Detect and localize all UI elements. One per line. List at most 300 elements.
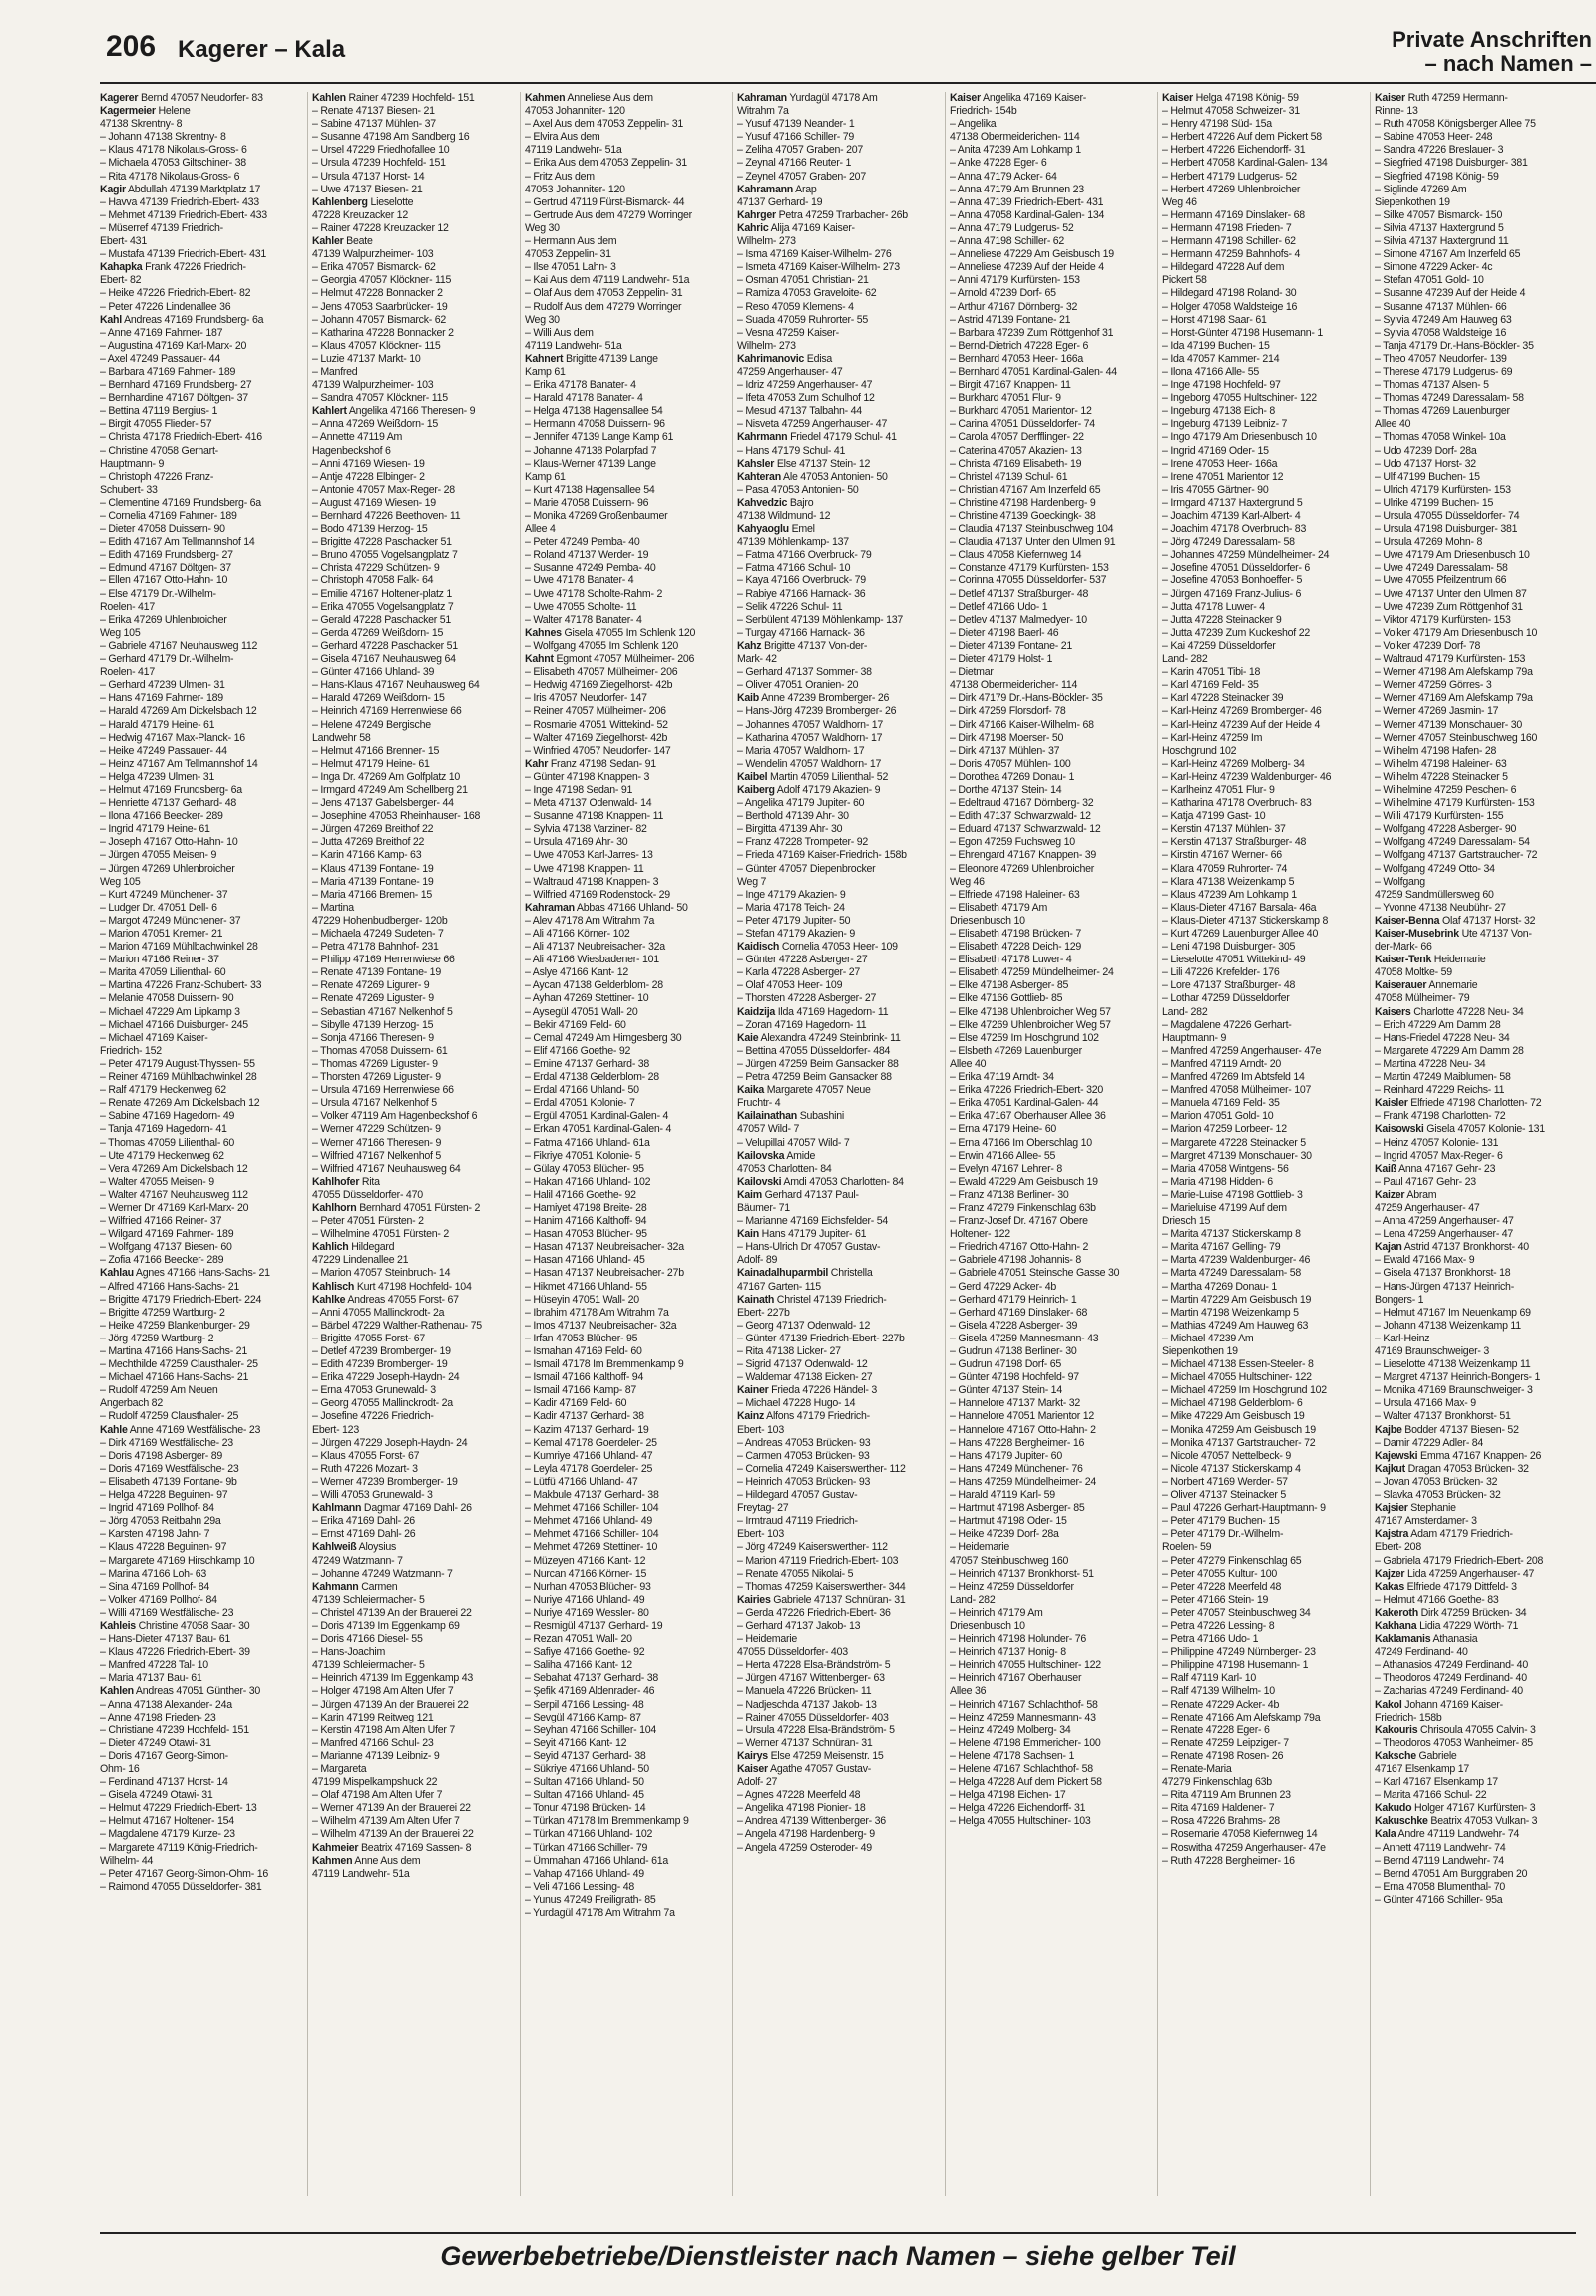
directory-entry: – Nuriye 47166 Uhland- 49 bbox=[525, 1593, 645, 1606]
directory-entry: 47058 Mülheimer- 79 bbox=[1375, 992, 1470, 1005]
directory-entry: – Hasan 47137 Neubreisacher- 32a bbox=[525, 1241, 684, 1254]
surname: Kagermeier bbox=[100, 105, 156, 118]
directory-entry: – Bruno 47055 Vogelsangplatz 7 bbox=[312, 549, 458, 562]
directory-entry: Kagir Abdullah 47139 Marktplatz 17 bbox=[100, 183, 261, 195]
directory-entry: Kahleis Christine 47058 Saar- 30 bbox=[100, 1619, 250, 1632]
directory-entry: – Selik 47226 Schul- 11 bbox=[737, 600, 843, 613]
directory-entry: Kahlert Angelika 47166 Theresen- 9 bbox=[312, 405, 476, 418]
directory-entry: – Brigitte 47259 Wartburg- 2 bbox=[100, 1306, 225, 1319]
surname: Kajewski bbox=[1375, 1449, 1418, 1462]
directory-entry: – Erika 47269 Uhlenbroicher bbox=[100, 613, 227, 626]
directory-entry: – Zacharias 47249 Ferdinand- 40 bbox=[1375, 1685, 1523, 1698]
directory-entry: – Frank 47198 Charlotten- 72 bbox=[1375, 1110, 1506, 1123]
directory-entry: – Anne 47169 Fahrner- 187 bbox=[100, 326, 223, 339]
directory-entry: – Franz 47138 Berliner- 30 bbox=[950, 1188, 1069, 1201]
directory-entry: – Heinrich 47137 Honig- 8 bbox=[950, 1646, 1066, 1659]
directory-entry: – Thomas 47058 Duissern- 61 bbox=[312, 1044, 448, 1057]
directory-entry: – Doris 47166 Diesel- 55 bbox=[312, 1633, 423, 1646]
directory-entry: – Uwe 47137 Unter den Ulmen 87 bbox=[1375, 587, 1527, 600]
directory-entry: – Manfred bbox=[312, 365, 358, 378]
directory-entry: 47249 Watzmann- 7 bbox=[312, 1554, 403, 1567]
directory-entry: – Harald 47178 Banater- 4 bbox=[525, 392, 643, 405]
directory-entry: Kahmen Anneliese Aus dem bbox=[525, 92, 653, 104]
directory-entry: – Erna 47166 Im Oberschlag 10 bbox=[950, 1136, 1092, 1149]
directory-entry: – Uwe 47198 Knappen- 11 bbox=[525, 862, 644, 875]
directory-entry: – Sebahat 47137 Gerhard- 38 bbox=[525, 1672, 659, 1685]
page-number: 206 bbox=[106, 30, 157, 63]
directory-entry: – Franz 47228 Trompeter- 92 bbox=[737, 836, 869, 849]
directory-entry: – Frieda 47169 Kaiser-Friedrich- 158b bbox=[737, 849, 907, 862]
directory-entry: – Renate 47228 Eger- 6 bbox=[1162, 1723, 1270, 1736]
directory-entry: – Ehrengard 47167 Knappen- 39 bbox=[950, 849, 1097, 862]
directory-entry: – Klara 47138 Weizenkamp 5 bbox=[1162, 875, 1295, 888]
directory-entry: – Ismail 47178 Im Bremmenkamp 9 bbox=[525, 1358, 684, 1371]
directory-entry: – Wilhelm 47139 An der Brauerei 22 bbox=[312, 1828, 474, 1841]
directory-entry: Friedrich- 158b bbox=[1375, 1711, 1442, 1723]
directory-entry: – Karlheinz 47051 Flur- 9 bbox=[1162, 783, 1275, 796]
directory-entry: 47053 Johanniter- 120 bbox=[525, 105, 625, 118]
directory-entry: – Heinrich 47179 Am bbox=[950, 1606, 1043, 1619]
directory-entry: – Josefine 47053 Bonhoeffer- 5 bbox=[1162, 574, 1303, 587]
directory-entry: – Theodoros 47249 Ferdinand- 40 bbox=[1375, 1672, 1527, 1685]
directory-entry: – Elisabeth 47259 Mündelheimer- 24 bbox=[950, 966, 1114, 979]
directory-entry: – Else 47179 Dr.-Wilhelm- bbox=[100, 587, 216, 600]
directory-entry: – Ursula 47169 Ahr- 30 bbox=[525, 836, 628, 849]
directory-entry: – Angela 47259 Osteroder- 49 bbox=[737, 1841, 872, 1854]
surname: Kahrger bbox=[737, 208, 776, 221]
directory-entry: – Rudolf Aus dem 47279 Worringer bbox=[525, 300, 682, 313]
directory-entry: – Wolfgang 47249 Otto- 34 bbox=[1375, 862, 1495, 875]
directory-entry: Kainath Christel 47139 Friedrich- bbox=[737, 1293, 887, 1306]
directory-entry: 47199 Mispelkampshuck 22 bbox=[312, 1776, 438, 1789]
directory-entry: Wilhelm- 44 bbox=[100, 1854, 154, 1867]
directory-entry: – Elke 47198 Uhlenbroicher Weg 57 bbox=[950, 1005, 1111, 1018]
directory-entry: – Yvonne 47138 Neubühr- 27 bbox=[1375, 901, 1506, 914]
surname: Kainer bbox=[737, 1384, 769, 1397]
directory-entry: Kailainathan Subashini bbox=[737, 1110, 844, 1123]
directory-entry: – Yusuf 47166 Schiller- 79 bbox=[737, 131, 854, 144]
directory-entry: – Ayhan 47269 Stettiner- 10 bbox=[525, 992, 649, 1005]
directory-entry: – Hasan 47166 Uhland- 45 bbox=[525, 1254, 645, 1267]
directory-entry: – Nurhan 47053 Blücher- 93 bbox=[525, 1580, 651, 1593]
directory-entry: – Luzie 47137 Markt- 10 bbox=[312, 352, 421, 365]
directory-entry: – Angelika bbox=[950, 118, 997, 131]
directory-entry: – Rita 47178 Nikolaus-Gross- 6 bbox=[100, 170, 240, 183]
directory-entry: – Gerhard 47179 Heinrich- 1 bbox=[950, 1293, 1077, 1306]
directory-entry: – Volker 47239 Dorf- 78 bbox=[1375, 639, 1481, 652]
directory-entry: – Erdal 47166 Uhland- 50 bbox=[525, 1084, 639, 1097]
directory-entry: – Erika 47051 Kardinal-Galen- 44 bbox=[950, 1097, 1099, 1110]
directory-entry: – Walter 47137 Bronkhorst- 51 bbox=[1375, 1410, 1511, 1423]
directory-entry: – Reiner 47057 Mülheimer- 206 bbox=[525, 705, 666, 718]
directory-entry: Pickert 58 bbox=[1162, 274, 1207, 287]
directory-entry: – Mike 47229 Am Geisbusch 19 bbox=[1162, 1410, 1305, 1423]
surname: Kahlweiß bbox=[312, 1541, 357, 1554]
directory-entry: – Erika 47226 Friedrich-Ebert- 320 bbox=[950, 1084, 1104, 1097]
directory-entry: – Jürgen 47139 An der Brauerei 22 bbox=[312, 1698, 469, 1711]
surname: Kahraman bbox=[737, 92, 787, 104]
surname: Kainz bbox=[737, 1410, 765, 1423]
directory-entry: – Anni 47169 Wiesen- 19 bbox=[312, 457, 425, 470]
directory-entry: – Wolfgang 47137 Biesen- 60 bbox=[100, 1241, 232, 1254]
directory-entry: – Marie 47058 Duissern- 96 bbox=[525, 496, 649, 509]
directory-entry: – Hasan 47053 Blücher- 95 bbox=[525, 1228, 647, 1241]
directory-entry: Angerbach 82 bbox=[100, 1397, 163, 1410]
surname: Kahl bbox=[100, 313, 122, 326]
directory-entry: Kahlen Rainer 47239 Hochfeld- 151 bbox=[312, 92, 475, 104]
directory-entry: – Anna 47179 Am Brunnen 23 bbox=[950, 183, 1084, 195]
directory-entry: – Ernst 47169 Dahl- 26 bbox=[312, 1528, 416, 1541]
directory-entry: – Claudia 47137 Steinbuschweg 104 bbox=[950, 523, 1114, 536]
surname: Kahraman bbox=[525, 901, 575, 914]
directory-entry: – Alfred 47166 Hans-Sachs- 21 bbox=[100, 1280, 239, 1293]
directory-entry: – Edith 47137 Schwarzwald- 12 bbox=[950, 810, 1091, 823]
directory-entry: – Ifeta 47053 Zum Schulhof 12 bbox=[737, 392, 875, 405]
directory-entry: Kahteran Ale 47053 Antonien- 50 bbox=[737, 470, 888, 483]
surname: Kahrmann bbox=[737, 431, 788, 444]
surname: Kahramann bbox=[737, 183, 794, 195]
directory-entry: Kahlau Agnes 47166 Hans-Sachs- 21 bbox=[100, 1267, 270, 1280]
directory-entry: – Hermann 47198 Frieden- 7 bbox=[1162, 221, 1292, 234]
directory-entry: – Karl-Heinz bbox=[1375, 1332, 1430, 1344]
directory-entry: – Maria 47137 Bau- 61 bbox=[100, 1672, 202, 1685]
directory-entry: – Helga 47228 Beguinen- 97 bbox=[100, 1489, 228, 1502]
directory-entry: – Herta 47228 Elsa-Brändström- 5 bbox=[737, 1659, 891, 1672]
directory-entry: – Christiane 47239 Hochfeld- 151 bbox=[100, 1723, 249, 1736]
directory-entry: – Helga 47239 Ulmen- 31 bbox=[100, 770, 214, 783]
directory-entry: Kajzer Lida 47259 Angerhauser- 47 bbox=[1375, 1567, 1535, 1580]
directory-entry: Weg 30 bbox=[525, 313, 560, 326]
directory-entry: Kahlke Andreas 47055 Forst- 67 bbox=[312, 1293, 459, 1306]
directory-entry: – Wilhelmine 47051 Fürsten- 2 bbox=[312, 1228, 450, 1241]
directory-entry: – Thomas 47058 Winkel- 10a bbox=[1375, 431, 1506, 444]
directory-entry: – Turgay 47166 Harnack- 36 bbox=[737, 626, 865, 639]
directory-entry: – Rudolf 47259 Clausthaler- 25 bbox=[100, 1410, 239, 1423]
directory-entry: – Peter 47179 Buchen- 15 bbox=[1162, 1515, 1280, 1528]
directory-entry: – Rita 47169 Haldener- 7 bbox=[1162, 1802, 1275, 1815]
directory-entry: – Angela 47198 Hardenberg- 9 bbox=[737, 1828, 875, 1841]
directory-entry: 47119 Landwehr- 51a bbox=[312, 1867, 410, 1880]
directory-entry: – Willi 47053 Grunewald- 3 bbox=[312, 1489, 433, 1502]
directory-entry: Friedrich- 154b bbox=[950, 105, 1017, 118]
directory-entry: – Ismeta 47169 Kaiser-Wilhelm- 273 bbox=[737, 261, 900, 274]
directory-entry: – Helene 47178 Sachsen- 1 bbox=[950, 1749, 1075, 1762]
directory-entry: – Michael 47169 Kaiser- bbox=[100, 1031, 208, 1044]
surname: Kahmeier bbox=[312, 1841, 359, 1854]
directory-entry: – Klaus 47055 Forst- 67 bbox=[312, 1449, 420, 1462]
directory-entry: – Andreas 47053 Brücken- 93 bbox=[737, 1436, 871, 1449]
directory-entry: – Jörg 47249 Daressalam- 58 bbox=[1162, 536, 1295, 549]
directory-entry: – Philipp 47169 Herrenwiese 66 bbox=[312, 954, 455, 966]
directory-entry: – Ursula 47169 Herrenwiese 66 bbox=[312, 1084, 454, 1097]
directory-entry: – Klaus-Dieter 47137 Stickerskamp 8 bbox=[1162, 914, 1329, 927]
directory-entry: – Hildegard 47228 Auf dem bbox=[1162, 261, 1285, 274]
directory-entry: – Ursula 47269 Mohn- 8 bbox=[1375, 536, 1483, 549]
directory-entry: – Walter 47167 Neuhausweg 112 bbox=[100, 1188, 248, 1201]
directory-entry: – Gisela 47249 Otawi- 31 bbox=[100, 1789, 213, 1802]
directory-entry: Hauptmann- 9 bbox=[1162, 1031, 1227, 1044]
directory-entry: 47053 Zeppelin- 31 bbox=[525, 248, 611, 261]
directory-entry: – Helmut 47166 Goethe- 83 bbox=[1375, 1593, 1499, 1606]
directory-entry: – Ursula 47166 Max- 9 bbox=[1375, 1397, 1476, 1410]
directory-entry: – Emilie 47167 Holtener-platz 1 bbox=[312, 587, 453, 600]
directory-entry: – Axel 47249 Passauer- 44 bbox=[100, 352, 220, 365]
directory-entry: – Marianne 47139 Leibniz- 9 bbox=[312, 1749, 440, 1762]
directory-entry: – Gisela 47228 Asberger- 39 bbox=[950, 1319, 1078, 1332]
directory-entry: – Arnold 47239 Dorf- 65 bbox=[950, 287, 1056, 300]
directory-entry: – Katja 47199 Gast- 10 bbox=[1162, 810, 1266, 823]
surname: Kajstra bbox=[1375, 1528, 1409, 1541]
directory-entry: – Ingeburg 47138 Eich- 8 bbox=[1162, 405, 1275, 418]
directory-entry: 47169 Braunschweiger- 3 bbox=[1375, 1345, 1489, 1357]
directory-entry: – Michael 47166 Hans-Sachs- 21 bbox=[100, 1371, 249, 1384]
directory-entry: – Hans 47228 Bergheimer- 16 bbox=[950, 1436, 1085, 1449]
directory-entry: – Margret 47137 Heinrich-Bongers- 1 bbox=[1375, 1371, 1541, 1384]
directory-entry: Ebert- 123 bbox=[312, 1423, 359, 1436]
directory-entry: – Seyit 47166 Kant- 12 bbox=[525, 1736, 627, 1749]
directory-entry: – Slavka 47053 Brücken- 32 bbox=[1375, 1489, 1501, 1502]
directory-entry: – Anna 47198 Schiller- 62 bbox=[950, 235, 1065, 248]
directory-entry: – Magdalene 47226 Gerhart- bbox=[1162, 1018, 1292, 1031]
directory-entry: – Wilhelmine 47259 Peschen- 6 bbox=[1375, 783, 1517, 796]
directory-entry: – Bernd-Dietrich 47228 Eger- 6 bbox=[950, 339, 1089, 352]
directory-entry: – Leyla 47178 Goerdeler- 25 bbox=[525, 1462, 653, 1475]
directory-entry: – Ursula 47167 Nelkenhof 5 bbox=[312, 1097, 437, 1110]
directory-entry: – Simone 47229 Acker- 4c bbox=[1375, 261, 1493, 274]
directory-entry: – Jörg 47249 Kaiserswerther- 112 bbox=[737, 1541, 888, 1554]
directory-entry: – Elke 47166 Gottlieb- 85 bbox=[950, 992, 1063, 1005]
directory-entry: – Peter 47166 Stein- 19 bbox=[1162, 1593, 1269, 1606]
directory-entry: – Joachim 47139 Karl-Albert- 4 bbox=[1162, 510, 1301, 522]
directory-entry: – Eleonore 47269 Uhlenbroicher bbox=[950, 862, 1095, 875]
directory-entry: – Sevgül 47166 Kamp- 87 bbox=[525, 1711, 641, 1723]
directory-entry: Bongers- 1 bbox=[1375, 1293, 1424, 1306]
directory-entry: Kaisers Charlotte 47228 Neu- 34 bbox=[1375, 1005, 1524, 1018]
directory-entry: – Bärbel 47229 Walther-Rathenau- 75 bbox=[312, 1319, 482, 1332]
surname: Kahlau bbox=[100, 1267, 134, 1280]
directory-entry: Ebert- 82 bbox=[100, 274, 142, 287]
surname: Kagerer bbox=[100, 92, 139, 104]
directory-entry: – Suada 47059 Ruhrorter- 55 bbox=[737, 313, 869, 326]
surname: Kain bbox=[737, 1228, 759, 1241]
surname: Kahapka bbox=[100, 261, 143, 274]
directory-entry: – Margareta bbox=[312, 1763, 367, 1775]
directory-entry: Wilhelm- 273 bbox=[737, 235, 796, 248]
directory-entry: Kaiser Angelika 47169 Kaiser- bbox=[950, 92, 1087, 104]
directory-entry: – Ali 47137 Neubreisacher- 32a bbox=[525, 941, 665, 954]
directory-entry: – Werner Dr 47169 Karl-Marx- 20 bbox=[100, 1201, 249, 1214]
directory-entry: Driesch 15 bbox=[1162, 1215, 1211, 1228]
directory-entry: Kamp 61 bbox=[525, 365, 566, 378]
directory-entry: – Uwe 47179 Am Driesenbusch 10 bbox=[1375, 549, 1530, 562]
directory-entry: – Rainer 47228 Kreuzacker 12 bbox=[312, 221, 449, 234]
directory-entry: – Irene 47051 Marientor 12 bbox=[1162, 470, 1284, 483]
directory-entry: – Michaela 47249 Sudeten- 7 bbox=[312, 928, 444, 940]
surname: Kaiser-Benna bbox=[1375, 914, 1440, 927]
directory-entry: – Marie-Luise 47198 Gottlieb- 3 bbox=[1162, 1188, 1303, 1201]
directory-entry: – Renate 47269 Ligurer- 9 bbox=[312, 979, 430, 992]
directory-entry: – Elke 47269 Uhlenbroicher Weg 57 bbox=[950, 1018, 1111, 1031]
surname: Kaksche bbox=[1375, 1749, 1416, 1762]
directory-entry: – Rezan 47051 Wall- 20 bbox=[525, 1633, 632, 1646]
directory-entry: – Erika 47178 Banater- 4 bbox=[525, 379, 636, 392]
directory-entry: Kaksche Gabriele bbox=[1375, 1749, 1457, 1762]
directory-entry: Allee 4 bbox=[525, 523, 556, 536]
directory-entry: Siepenkothen 19 bbox=[1162, 1345, 1238, 1357]
directory-entry: Kaidzija Ilda 47169 Hagedorn- 11 bbox=[737, 1005, 889, 1018]
directory-entry: Roelen- 417 bbox=[100, 600, 155, 613]
directory-entry: Kaiser-Benna Olaf 47137 Horst- 32 bbox=[1375, 914, 1536, 927]
directory-entry: – Werner 47169 Am Alefskamp 79a bbox=[1375, 692, 1533, 705]
directory-entry: – Carmen 47053 Brücken- 93 bbox=[737, 1449, 870, 1462]
directory-entry: Ohm- 16 bbox=[100, 1763, 140, 1775]
directory-entry: – Eduard 47137 Schwarzwald- 12 bbox=[950, 823, 1101, 836]
directory-entry: – Heidemarie bbox=[737, 1633, 798, 1646]
directory-entry: – Hikmet 47166 Uhland- 55 bbox=[525, 1280, 647, 1293]
directory-entry: – Christian 47167 Am Inzerfeld 65 bbox=[950, 483, 1101, 496]
directory-entry: Ebert- 103 bbox=[737, 1528, 784, 1541]
directory-entry: – Heinrich 47053 Brücken- 93 bbox=[737, 1475, 871, 1488]
directory-entry: Kahraman Yurdagül 47178 Am bbox=[737, 92, 878, 104]
directory-column bbox=[945, 92, 1151, 2196]
directory-entry: – Michaela 47053 Giltschiner- 38 bbox=[100, 157, 246, 170]
surname: Kainadalhuparmbil bbox=[737, 1267, 829, 1280]
surname: Kahlmann bbox=[312, 1502, 362, 1515]
directory-entry: – Jürgen 47269 Uhlenbroicher bbox=[100, 862, 235, 875]
directory-entry: Kaiß Anna 47167 Gehr- 23 bbox=[1375, 1162, 1496, 1175]
directory-entry: – Müserref 47139 Friedrich- bbox=[100, 221, 223, 234]
directory-entry: – Axel Aus dem 47053 Zeppelin- 31 bbox=[525, 118, 684, 131]
directory-entry: – Karin 47051 Tibi- 18 bbox=[1162, 666, 1261, 679]
directory-entry: Ebert- 208 bbox=[1375, 1541, 1421, 1554]
directory-entry: – Ludger Dr. 47051 Dell- 6 bbox=[100, 901, 217, 914]
directory-entry: Schubert- 33 bbox=[100, 483, 158, 496]
surname: Kahric bbox=[737, 221, 769, 234]
directory-entry: – Waltraud 47198 Knappen- 3 bbox=[525, 875, 659, 888]
directory-entry: – Heike 47259 Blankenburger- 29 bbox=[100, 1319, 250, 1332]
directory-entry: – Peter 47167 Georg-Simon-Ohm- 16 bbox=[100, 1867, 268, 1880]
directory-entry: – Helmut 47179 Heine- 61 bbox=[312, 757, 430, 770]
directory-entry: Kaisler Elfriede 47198 Charlotten- 72 bbox=[1375, 1097, 1542, 1110]
directory-entry: – Thorsten 47228 Asberger- 27 bbox=[737, 992, 877, 1005]
directory-entry: Hauptmann- 9 bbox=[100, 457, 165, 470]
directory-entry: – Vera 47269 Am Dickelsbach 12 bbox=[100, 1162, 248, 1175]
surname: Kahlenberg bbox=[312, 195, 368, 208]
directory-entry: – Erna 47053 Grunewald- 3 bbox=[312, 1384, 436, 1397]
directory-entry: – Velupillai 47057 Wild- 7 bbox=[737, 1136, 850, 1149]
directory-entry: Bäumer- 71 bbox=[737, 1201, 790, 1214]
directory-entry: – Dirk 47166 Kaiser-Wilhelm- 68 bbox=[950, 718, 1094, 731]
directory-entry: – Erna 47058 Blumenthal- 70 bbox=[1375, 1880, 1506, 1893]
directory-entry: – Antonie 47057 Max-Reger- 28 bbox=[312, 483, 455, 496]
directory-entry: Kaizer Abram bbox=[1375, 1188, 1437, 1201]
directory-entry: – Nisveta 47259 Angerhauser- 47 bbox=[737, 418, 888, 431]
directory-entry: – Lili 47226 Krefelder- 176 bbox=[1162, 966, 1280, 979]
directory-entry: – Erika 47167 Oberhauser Allee 36 bbox=[950, 1110, 1106, 1123]
directory-entry: – Martina 47226 Franz-Schubert- 33 bbox=[100, 979, 262, 992]
directory-entry: – Cornelia 47169 Fahrner- 189 bbox=[100, 510, 237, 522]
directory-entry: – Edith 47169 Frundsberg- 27 bbox=[100, 549, 233, 562]
directory-entry: – Henry 47198 Süd- 15a bbox=[1162, 118, 1272, 131]
directory-entry: – Heinrich 47055 Hultschiner- 122 bbox=[950, 1659, 1101, 1672]
directory-entry: – Gisela 47259 Mannesmann- 43 bbox=[950, 1332, 1099, 1344]
directory-entry: – Karl 47228 Steinacker 39 bbox=[1162, 692, 1284, 705]
directory-entry: – Wilgard 47169 Fahrner- 189 bbox=[100, 1228, 234, 1241]
directory-entry: Kaibel Martin 47059 Lilienthal- 52 bbox=[737, 770, 889, 783]
directory-entry: – Dorothea 47269 Donau- 1 bbox=[950, 770, 1075, 783]
directory-entry: – Ellen 47167 Otto-Hahn- 10 bbox=[100, 574, 228, 587]
directory-entry: 47139 Walpurzheimer- 103 bbox=[312, 379, 434, 392]
directory-entry: – Petra 47178 Bahnhof- 231 bbox=[312, 941, 439, 954]
directory-entry: – Werner 47139 Monschauer- 30 bbox=[1375, 718, 1523, 731]
directory-entry: – Reso 47059 Klemens- 4 bbox=[737, 300, 854, 313]
directory-entry: – Aycan 47138 Gelderblom- 28 bbox=[525, 979, 663, 992]
directory-entry: – Sebastian 47167 Nelkenhof 5 bbox=[312, 1005, 453, 1018]
surname: Kakouris bbox=[1375, 1723, 1418, 1736]
directory-entry: – Gerhard 47239 Ulmen- 31 bbox=[100, 679, 225, 692]
directory-entry: – Michael 47055 Hultschiner- 122 bbox=[1162, 1371, 1312, 1384]
directory-entry: – Athanasios 47249 Ferdinand- 40 bbox=[1375, 1659, 1528, 1672]
directory-entry: – Christoph 47058 Falk- 64 bbox=[312, 574, 434, 587]
directory-entry: Kahlhofer Rita bbox=[312, 1175, 380, 1188]
directory-entry: 47119 Landwehr- 51a bbox=[525, 339, 622, 352]
surname: Kahrimanovic bbox=[737, 352, 805, 365]
directory-entry: – Nadjeschda 47137 Jakob- 13 bbox=[737, 1698, 877, 1711]
directory-entry: – Bernhard 47053 Heer- 166a bbox=[950, 352, 1084, 365]
directory-entry: – Heinz 47259 Düsseldorfer bbox=[950, 1580, 1074, 1593]
directory-entry: – Maria 47058 Wintgens- 56 bbox=[1162, 1162, 1289, 1175]
directory-entry: – Wilfried 47169 Rodenstock- 29 bbox=[525, 888, 670, 901]
directory-entry: – Werner 47057 Steinbuschweg 160 bbox=[1375, 731, 1538, 744]
directory-entry: – Bettina 47055 Düsseldorfer- 484 bbox=[737, 1044, 891, 1057]
directory-entry: – Christel 47139 Schul- 61 bbox=[950, 470, 1068, 483]
directory-entry: – Helmut 47228 Bonnacker 2 bbox=[312, 287, 443, 300]
surname: Kaizer bbox=[1375, 1188, 1405, 1201]
directory-entry: – Walter 47178 Banater- 4 bbox=[525, 613, 642, 626]
directory-entry: – Ümmahan 47166 Uhland- 61a bbox=[525, 1854, 669, 1867]
directory-entry: – Thorsten 47269 Liguster- 9 bbox=[312, 1071, 441, 1084]
directory-entry: – Erkan 47051 Kardinal-Galen- 4 bbox=[525, 1123, 672, 1136]
directory-entry: – Klaus 47239 Am Lohkamp 1 bbox=[1162, 888, 1297, 901]
directory-entry: – Clementine 47169 Frundsberg- 6a bbox=[100, 496, 261, 509]
directory-entry: – Anna 47269 Weißdorn- 15 bbox=[312, 418, 439, 431]
directory-entry: – Erika 47057 Bismarck- 62 bbox=[312, 261, 436, 274]
directory-entry: – Zeliha 47057 Graben- 207 bbox=[737, 144, 864, 157]
surname: Kahnes bbox=[525, 626, 562, 639]
directory-entry: – Tanja 47179 Dr.-Hans-Böckler- 35 bbox=[1375, 339, 1534, 352]
surname: Kajan bbox=[1375, 1241, 1402, 1254]
directory-entry: – Lore 47137 Straßburger- 48 bbox=[1162, 979, 1296, 992]
directory-entry: – Lena 47259 Angerhauser- 47 bbox=[1375, 1228, 1514, 1241]
directory-entry: – Karl-Heinz 47269 Bromberger- 46 bbox=[1162, 705, 1322, 718]
directory-entry: – Jörg 47259 Wartburg- 2 bbox=[100, 1332, 214, 1344]
directory-entry: – Gerd 47229 Acker- 4b bbox=[950, 1280, 1056, 1293]
directory-entry: – Irene 47053 Heer- 166a bbox=[1162, 457, 1278, 470]
surname: Kakuschke bbox=[1375, 1815, 1428, 1828]
directory-entry: – Seyhan 47166 Schiller- 104 bbox=[525, 1723, 656, 1736]
directory-entry: – Ursula 47239 Hochfeld- 151 bbox=[312, 157, 446, 170]
directory-entry: – Peter 47228 Meerfeld 48 bbox=[1162, 1580, 1282, 1593]
directory-entry: – Marion 47057 Steinbruch- 14 bbox=[312, 1267, 451, 1280]
directory-entry: – Else 47259 Im Hoschgrund 102 bbox=[950, 1031, 1099, 1044]
directory-entry: – Volker 47179 Am Driesenbusch 10 bbox=[1375, 626, 1538, 639]
directory-entry: – Sylvia 47058 Waldsteige 16 bbox=[1375, 326, 1507, 339]
directory-entry: – Tanja 47169 Hagedorn- 41 bbox=[100, 1123, 227, 1136]
directory-entry: – Karl 47169 Feld- 35 bbox=[1162, 679, 1259, 692]
directory-entry: – Uwe 47178 Scholte-Rahm- 2 bbox=[525, 587, 663, 600]
directory-entry: – Dietmar bbox=[950, 666, 994, 679]
directory-entry: – Hildegard 47198 Roland- 30 bbox=[1162, 287, 1297, 300]
